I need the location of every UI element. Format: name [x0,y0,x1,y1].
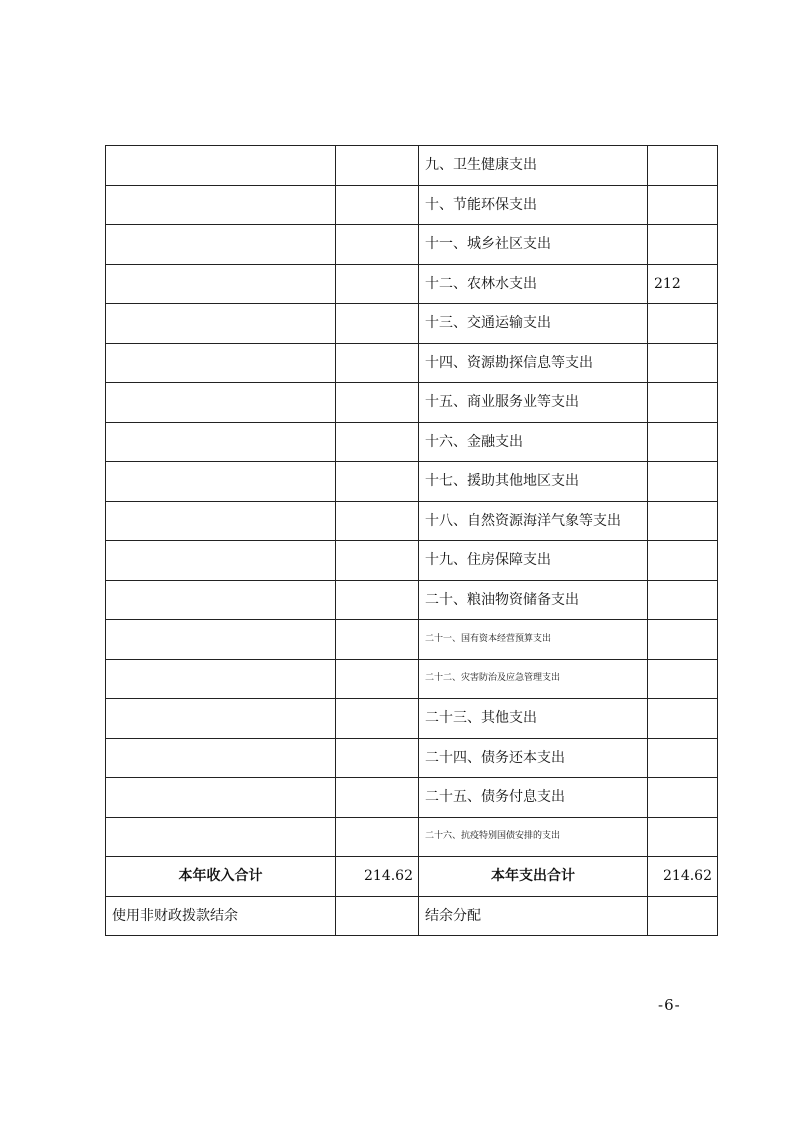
table-row [106,738,718,778]
table-row [106,264,718,304]
income-amount-cell [336,422,419,462]
expense-amount-cell: 212 [648,264,718,304]
income-item-cell [106,462,336,502]
income-item-cell [106,620,336,660]
non-fiscal-balance-label: 使用非财政拨款结余 [106,896,336,936]
table-row [106,778,718,818]
expense-item-cell: 二十三、其他支出 [419,699,648,739]
income-amount-cell [336,699,419,739]
expense-item-cell: 十五、商业服务业等支出 [419,383,648,423]
expense-amount-cell [648,817,718,857]
income-item-cell [106,264,336,304]
expense-item-cell: 二十四、债务还本支出 [419,738,648,778]
budget-table [105,145,718,936]
expense-amount-cell [648,462,718,502]
expense-amount-cell [648,778,718,818]
income-amount-cell [336,817,419,857]
table-row [106,501,718,541]
table-row [106,146,718,186]
balance-distribution-value [648,896,718,936]
table-row [106,580,718,620]
income-item-cell [106,304,336,344]
income-amount-cell [336,146,419,186]
income-item-cell [106,383,336,423]
table-row [106,185,718,225]
income-total-value: 214.62 [336,857,419,897]
expense-item-cell: 十六、金融支出 [419,422,648,462]
table-row [106,343,718,383]
expense-item-cell: 二十六、抗疫特别国债安排的支出 [419,817,648,857]
table-row [106,620,718,660]
income-amount-cell [336,620,419,660]
expense-amount-cell [648,541,718,581]
income-amount-cell [336,462,419,502]
income-item-cell [106,659,336,699]
income-item-cell [106,185,336,225]
table-row [106,699,718,739]
income-amount-cell [336,225,419,265]
income-item-cell [106,699,336,739]
income-item-cell [106,778,336,818]
table-row [106,817,718,857]
page-number: -6- [658,996,681,1014]
income-item-cell [106,422,336,462]
expense-item-cell: 十、节能环保支出 [419,185,648,225]
income-item-cell [106,817,336,857]
income-amount-cell [336,738,419,778]
table-row [106,422,718,462]
expense-amount-cell [648,659,718,699]
income-amount-cell [336,383,419,423]
expense-amount-cell [648,304,718,344]
income-item-cell [106,501,336,541]
income-amount-cell [336,264,419,304]
income-amount-cell [336,501,419,541]
expense-item-cell: 二十五、债务付息支出 [419,778,648,818]
expense-amount-cell [648,146,718,186]
expense-item-cell: 十九、住房保障支出 [419,541,648,581]
table-row [106,383,718,423]
income-amount-cell [336,304,419,344]
expense-item-cell: 十二、农林水支出 [419,264,648,304]
expense-amount-cell [648,620,718,660]
income-amount-cell [336,659,419,699]
table-row [106,225,718,265]
expense-amount-cell [648,501,718,541]
table-row [106,659,718,699]
income-item-cell [106,580,336,620]
expense-amount-cell [648,185,718,225]
table-row [106,462,718,502]
expense-total-value: 214.62 [648,857,718,897]
income-amount-cell [336,541,419,581]
income-item-cell [106,225,336,265]
expense-item-cell: 十三、交通运输支出 [419,304,648,344]
income-item-cell [106,738,336,778]
expense-item-cell: 十七、援助其他地区支出 [419,462,648,502]
income-amount-cell [336,778,419,818]
income-amount-cell [336,185,419,225]
balance-distribution-label: 结余分配 [419,896,648,936]
expense-amount-cell [648,580,718,620]
expense-item-cell: 九、卫生健康支出 [419,146,648,186]
expense-amount-cell [648,383,718,423]
income-item-cell [106,541,336,581]
income-amount-cell [336,580,419,620]
non-fiscal-balance-value [336,896,419,936]
income-amount-cell [336,343,419,383]
expense-amount-cell [648,738,718,778]
income-item-cell [106,343,336,383]
table-row [106,541,718,581]
expense-amount-cell [648,343,718,383]
totals-row [106,857,718,897]
expense-amount-cell [648,699,718,739]
expense-item-cell: 十八、自然资源海洋气象等支出 [419,501,648,541]
table-row [106,304,718,344]
expense-item-cell: 十四、资源勘探信息等支出 [419,343,648,383]
expense-total-label: 本年支出合计 [419,857,648,897]
expense-item-cell: 二十二、灾害防治及应急管理支出 [419,659,648,699]
expense-item-cell: 二十、粮油物资储备支出 [419,580,648,620]
expense-amount-cell [648,225,718,265]
balance-row [106,896,718,936]
expense-amount-cell [648,422,718,462]
income-total-label: 本年收入合计 [106,857,336,897]
expense-item-cell: 十一、城乡社区支出 [419,225,648,265]
income-item-cell [106,146,336,186]
expense-item-cell: 二十一、国有资本经营预算支出 [419,620,648,660]
